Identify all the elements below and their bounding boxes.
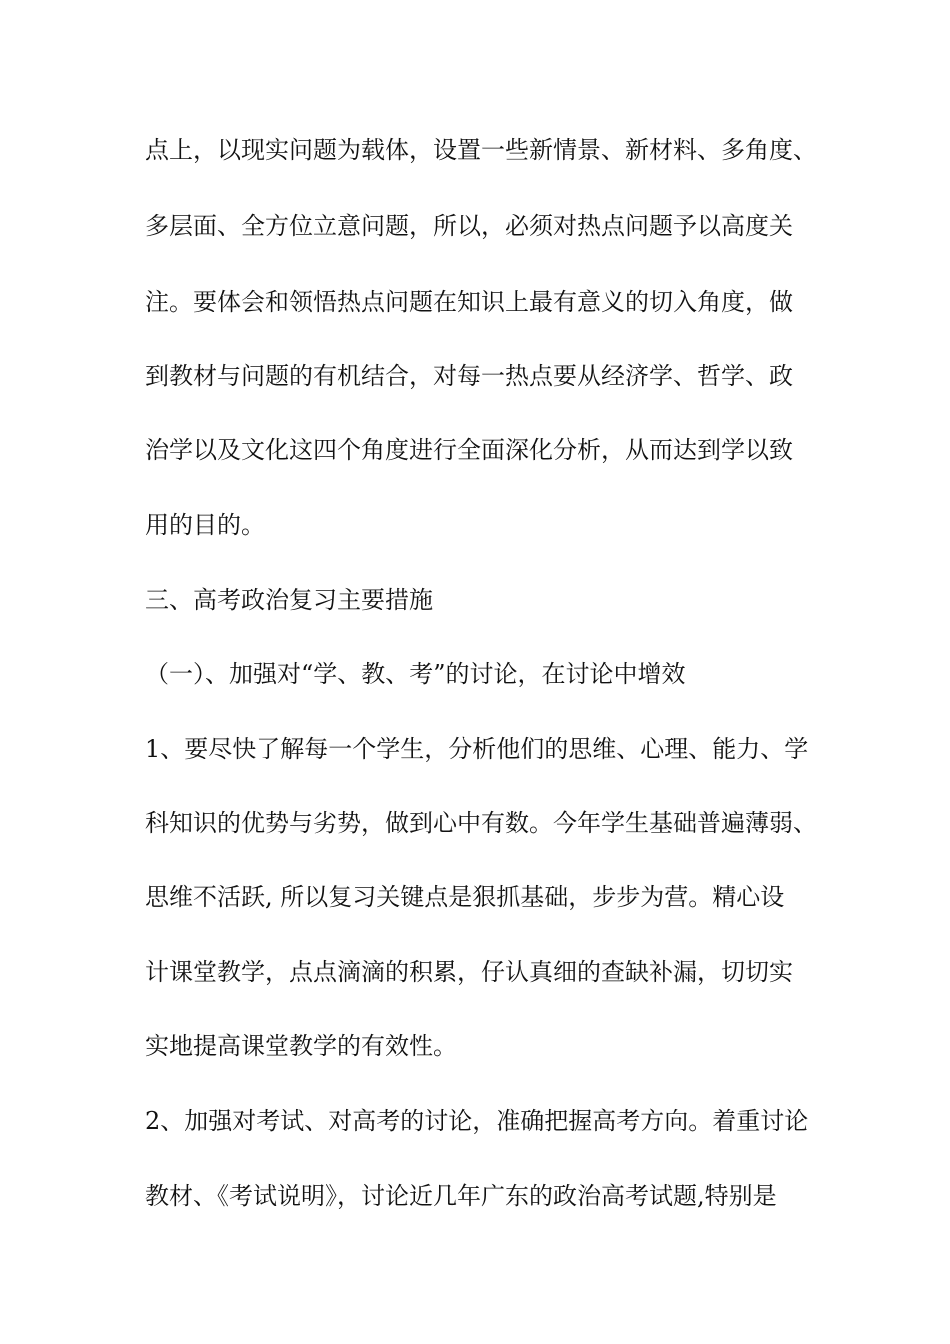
text-line: 1、要尽快了解每一个学生，分析他们的思维、心理、能力、学 <box>145 735 809 763</box>
text-line: 多层面、全方位立意问题，所以，必须对热点问题予以高度关 <box>145 212 793 240</box>
text-line: 计课堂教学，点点滴滴的积累，仔认真细的查缺补漏，切切实 <box>145 958 793 986</box>
text-line: 用的目的。 <box>145 511 265 539</box>
text-line: 思维不活跃, 所以复习关键点是狠抓基础，步步为营。精心设 <box>145 883 785 911</box>
text-line: 注。要体会和领悟热点问题在知识上最有意义的切入角度，做 <box>145 288 793 316</box>
text-line: 治学以及文化这四个角度进行全面深化分析，从而达到学以致 <box>145 436 793 464</box>
text-line: 科知识的优势与劣势，做到心中有数。今年学生基础普遍薄弱、 <box>145 809 817 837</box>
text-line: 2、加强对考试、对高考的讨论，准确把握高考方向。着重讨论 <box>145 1107 809 1135</box>
text-line: 到教材与问题的有机结合，对每一热点要从经济学、哲学、政 <box>145 362 793 390</box>
section-heading: 三、高考政治复习主要措施 <box>145 586 433 614</box>
text-line: 教材、《考试说明》，讨论近几年广东的政治高考试题,特别是 <box>145 1182 777 1210</box>
text-line: 实地提高课堂教学的有效性。 <box>145 1032 457 1060</box>
subsection-heading: （一）、加强对“学、教、考”的讨论，在讨论中增效 <box>145 660 686 688</box>
text-line: 点上，以现实问题为载体，设置一些新情景、新材料、多角度、 <box>145 136 817 164</box>
